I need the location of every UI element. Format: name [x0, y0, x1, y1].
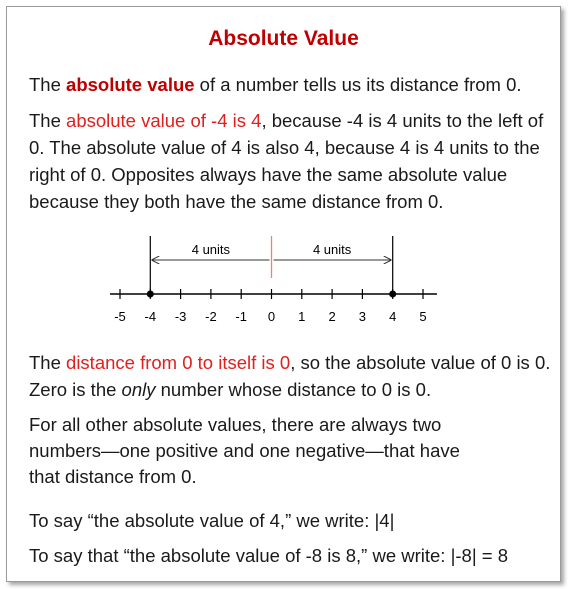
- number-line: [7, 222, 560, 342]
- right-distance-label: 4 units: [312, 242, 352, 257]
- tick-label: 2: [328, 309, 336, 324]
- example-paragraph: The absolute value of -4 is 4, because -4 is 4 units to the left of 0. The absolute value of 4 is also 4, because 4 is 4 units to the right of 0. Opposites always have the same absolute value because they both have the same distance from 0.: [29, 110, 544, 212]
- tick-label: 1: [298, 309, 306, 324]
- tick-label: -5: [114, 309, 126, 324]
- definition-paragraph: The absolute value of a number tells us its distance from 0.: [29, 74, 522, 95]
- tick-label: -1: [235, 309, 247, 324]
- tick-label: 3: [358, 309, 367, 324]
- tick-label: -3: [174, 309, 187, 324]
- other-values-paragraph: For all other absolute values, there are always two numbers—one positive and one negative—that have that distance from 0.: [29, 414, 460, 487]
- page-title: Absolute Value: [208, 27, 359, 50]
- term-absolute-value: absolute value: [66, 74, 195, 95]
- zero-highlight: distance from 0 to itself is 0: [66, 352, 291, 373]
- marked-point: [147, 291, 154, 298]
- left-distance-label: 4 units: [191, 242, 231, 257]
- notation-example-1: To say “the absolute value of 4,” we write: |4|: [29, 510, 395, 531]
- notation-example-2: To say that “the absolute value of -8 is 8,” we write: |-8| = 8: [29, 545, 509, 566]
- tick-label: -2: [205, 309, 217, 324]
- tick-label: 5: [419, 309, 427, 324]
- example-highlight: absolute value of -4 is 4: [66, 110, 262, 131]
- tick-label: 4: [389, 309, 397, 324]
- marked-point: [389, 291, 396, 298]
- lesson-card: [6, 6, 561, 582]
- tick-label: 0: [267, 309, 276, 324]
- tick-label: -4: [144, 309, 157, 324]
- emphasis-only: only: [121, 379, 156, 400]
- zero-paragraph: The distance from 0 to itself is 0, so the absolute value of 0 is 0. Zero is the only number whose distance to 0 is 0.: [29, 352, 551, 400]
